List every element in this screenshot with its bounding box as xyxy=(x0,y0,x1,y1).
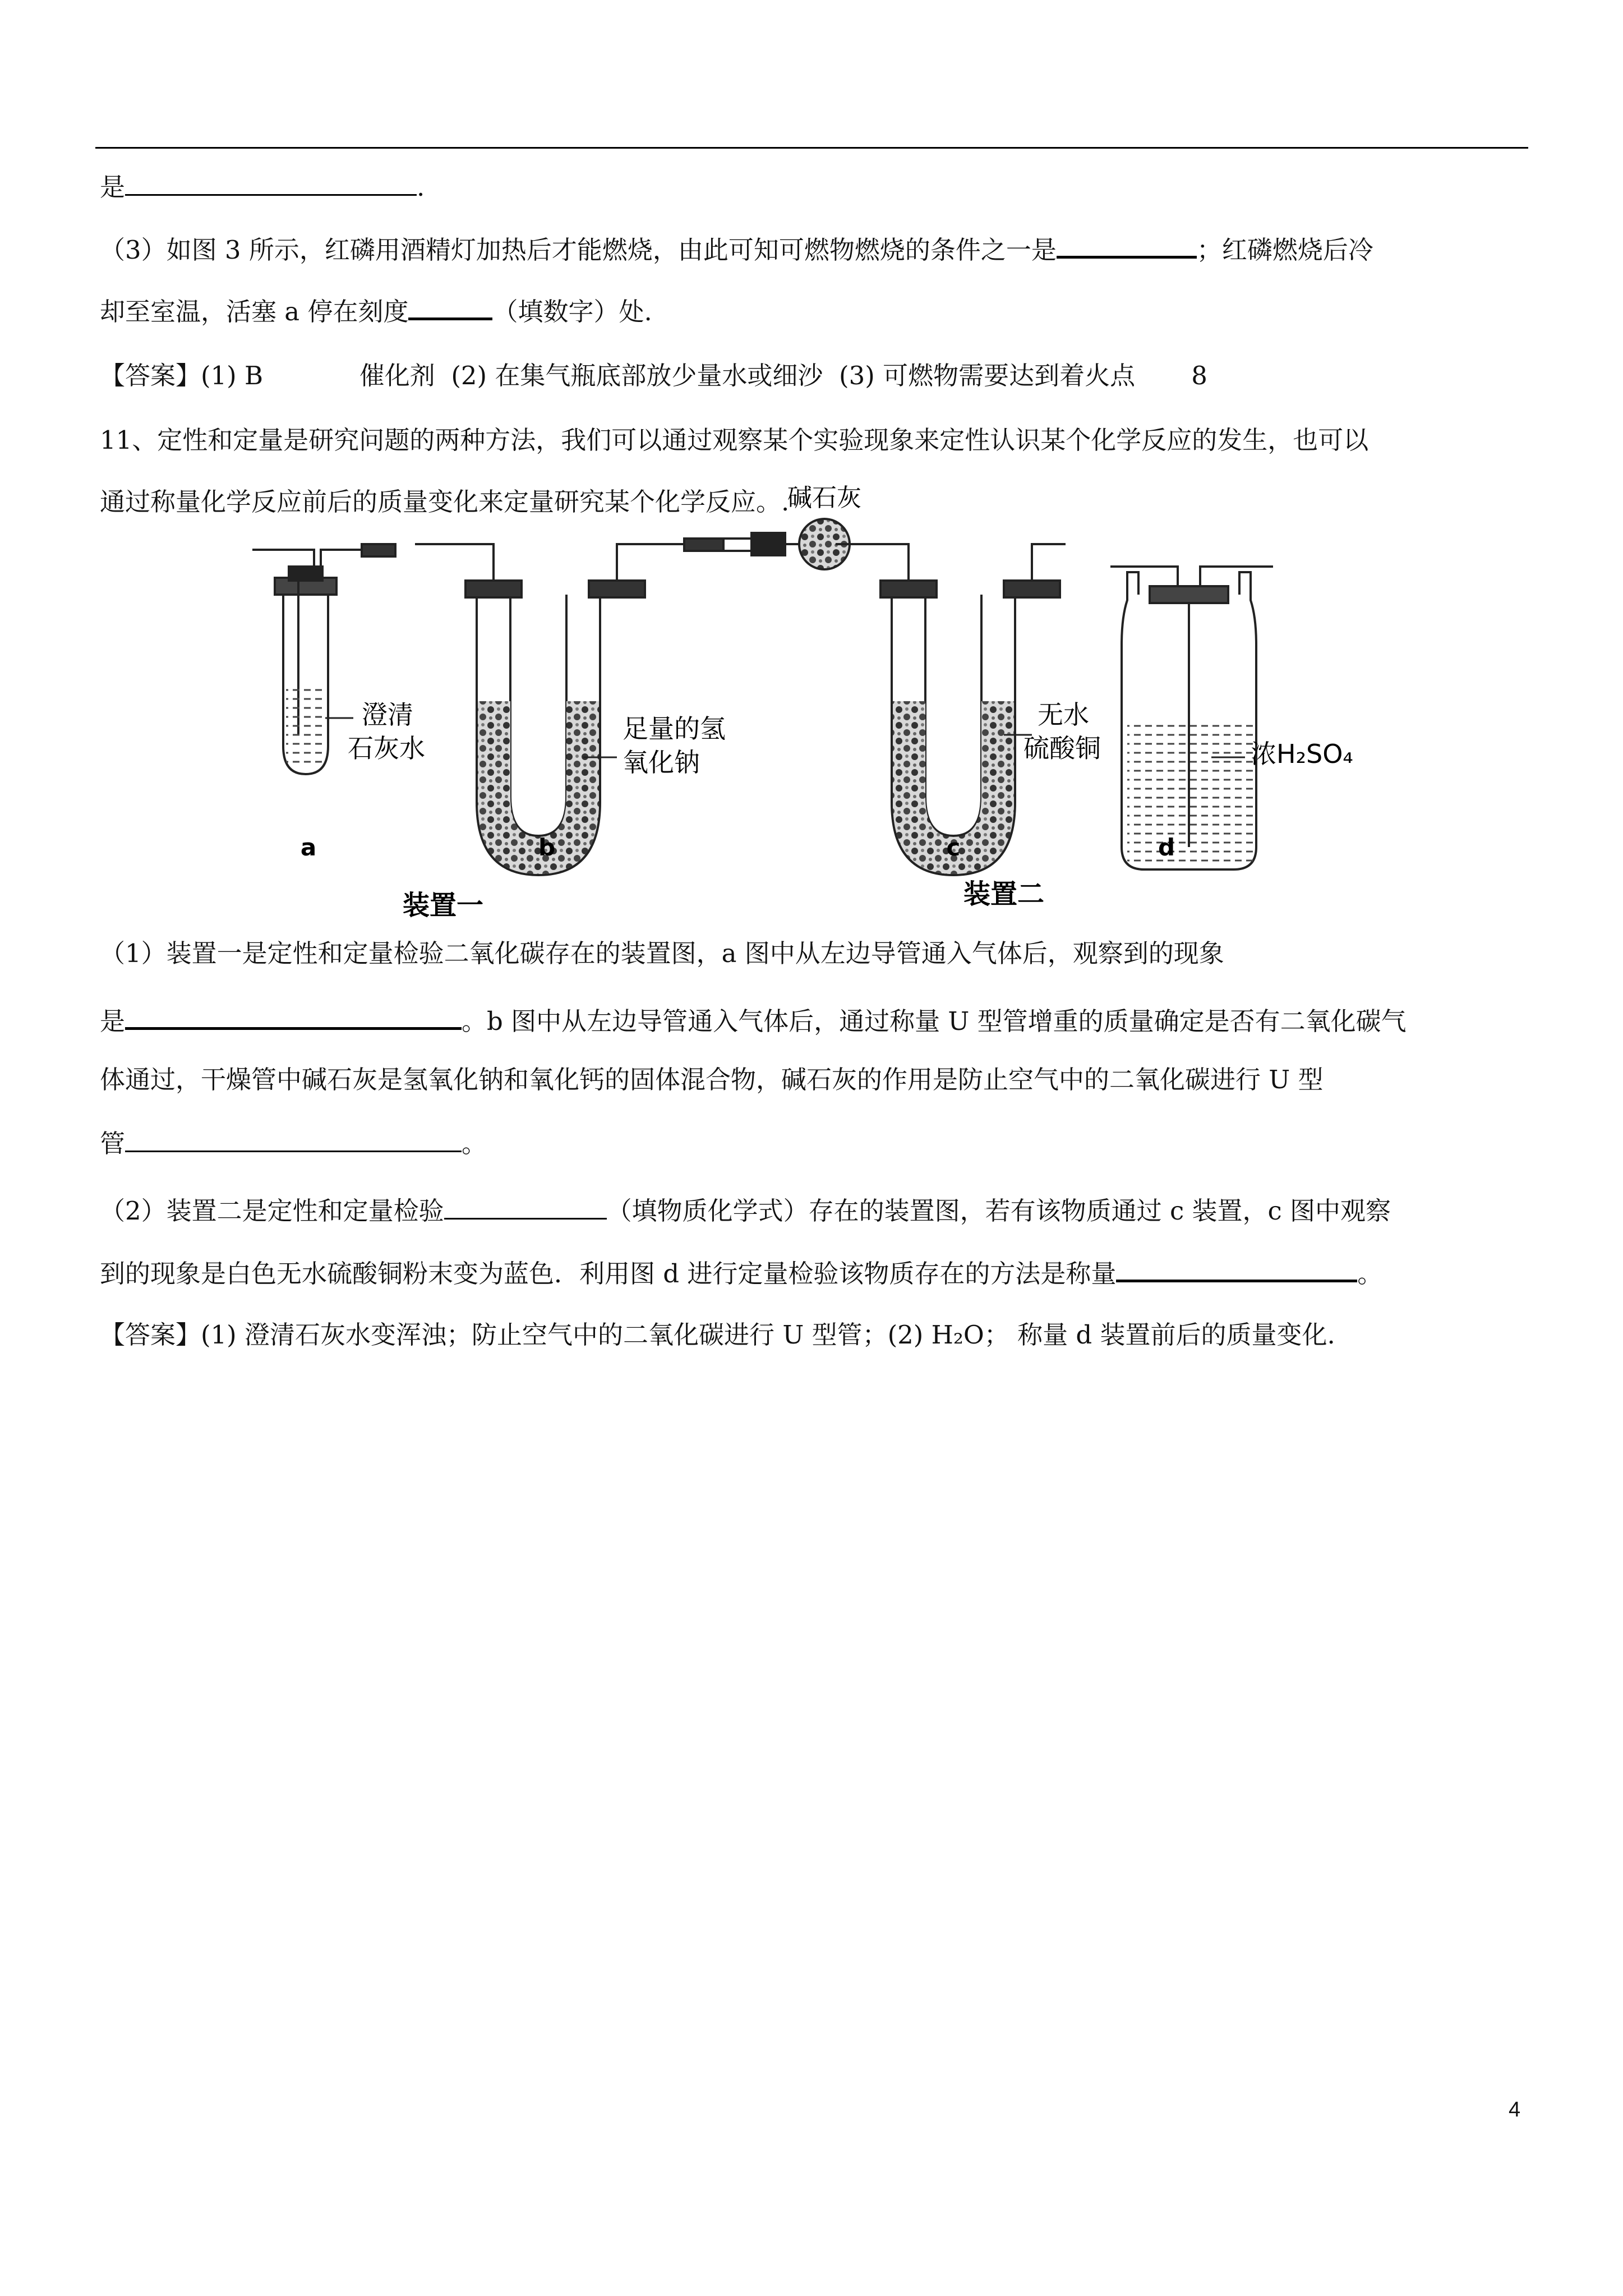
caption-apparatus-1: 装置一 xyxy=(402,890,484,921)
q11-p1-line-4 xyxy=(100,1125,487,1161)
letter-c: c xyxy=(946,834,961,861)
q11-p1-line-3: 体通过，干燥管中碱石灰是氢氧化钠和氧化钙的固体混合物，碱石灰的作用是防止空气中的二氧化碳进行 U 型 xyxy=(100,1065,1324,1094)
q11-p1-text-c: 管 xyxy=(100,1129,126,1158)
caption-apparatus-2: 装置二 xyxy=(963,878,1045,910)
q10-line1-text: 是 xyxy=(100,172,126,202)
q11-p2-text-c: 到的现象是白色无水硫酸铜粉末变为蓝色．利用图 d 进行定量检验该物质存在的方法是称量 xyxy=(100,1259,1117,1289)
q11-p2-text-b: （填物质化学式）存在的装置图，若有该物质通过 c 装置，c 图中观察 xyxy=(606,1196,1391,1226)
q10-line1-end: . xyxy=(417,172,425,202)
q11-stem-line-1: 11、定性和定量是研究问题的两种方法，我们可以通过观察某个实验现象来定性认识某个化学反应的发生，也可以 xyxy=(100,425,1369,455)
answer-blank xyxy=(1116,1254,1357,1282)
q10-answer: 【答案】(1) B 催化剂 (2) 在集气瓶底部放少量水或细沙 (3) 可燃物需要达到着火点 8 xyxy=(100,361,1207,390)
q10-part3-line-1 xyxy=(100,230,1373,267)
label-lime-water-1: 澄清 xyxy=(362,700,413,730)
q10-part3-text-d: （填数字）处. xyxy=(492,297,652,326)
answer-blank xyxy=(125,1001,462,1030)
q10-part3-text-b: ；红磷燃烧后冷 xyxy=(1196,235,1373,265)
answer-blank xyxy=(125,168,417,196)
q11-p1-text-b: 。b 图中从左边导管通入气体后，通过称量 U 型管增重的质量确定是否有二氧化碳气 xyxy=(462,1006,1407,1036)
q11-p2-text-a: （2）装置二是定性和定量检验 xyxy=(100,1196,444,1226)
q11-p2-line-2 xyxy=(100,1254,1382,1291)
q11-stem-line-2: 通过称量化学反应前后的质量变化来定量研究某个化学反应。. xyxy=(100,487,790,517)
q10-part3-text-c: 却至室温，活塞 a 停在刻度 xyxy=(100,297,409,326)
page-number: 4 xyxy=(1509,2098,1521,2122)
answer-blank xyxy=(125,1125,462,1152)
label-h2so4: 浓H₂SO₄ xyxy=(1251,739,1353,769)
q10-line-1 xyxy=(100,168,425,204)
label-lime-water-2: 石灰水 xyxy=(348,733,425,763)
q10-part3-line-2 xyxy=(100,292,652,329)
q10-part3-text-a: （3）如图 3 所示，红磷用酒精灯加热后才能燃烧，由此可知可燃物燃烧的条件之一是 xyxy=(100,235,1057,265)
header-rule xyxy=(95,147,1528,149)
q11-p2-text-d: 。 xyxy=(1357,1259,1383,1289)
letter-b: b xyxy=(538,834,556,861)
answer-blank xyxy=(408,292,492,320)
q11-p1-line-1: （1）装置一是定性和定量检验二氧化碳存在的装置图，a 图中从左边导管通入气体后，观察到的现象 xyxy=(100,938,1224,968)
label-soda-lime: 碱石灰 xyxy=(787,484,861,512)
answer-blank xyxy=(1057,230,1197,259)
letter-a: a xyxy=(300,834,317,861)
label-naoh-2: 氧化钠 xyxy=(623,747,700,777)
apparatus-d-wash-bottle xyxy=(1110,567,1273,869)
label-cuso4-2: 硫酸铜 xyxy=(1023,733,1101,763)
letter-d: d xyxy=(1158,834,1175,861)
label-cuso4-1: 无水 xyxy=(1038,700,1089,730)
q11-p1-line-2 xyxy=(100,1001,1407,1038)
answer-blank xyxy=(444,1192,607,1220)
q11-p1-text-a: 是 xyxy=(100,1006,126,1036)
apparatus-c-u-tube xyxy=(836,544,1066,875)
q11-p2-line-1 xyxy=(100,1192,1391,1228)
label-naoh-1: 足量的氢 xyxy=(623,714,726,744)
q11-answer: 【答案】(1) 澄清石灰水变浑浊；防止空气中的二氧化碳进行 U 型管；(2) H₂O； 称量 d 装置前后的质量变化. xyxy=(100,1320,1335,1350)
q11-p1-text-d: 。 xyxy=(462,1129,487,1158)
apparatus-b-u-tube xyxy=(415,519,886,875)
